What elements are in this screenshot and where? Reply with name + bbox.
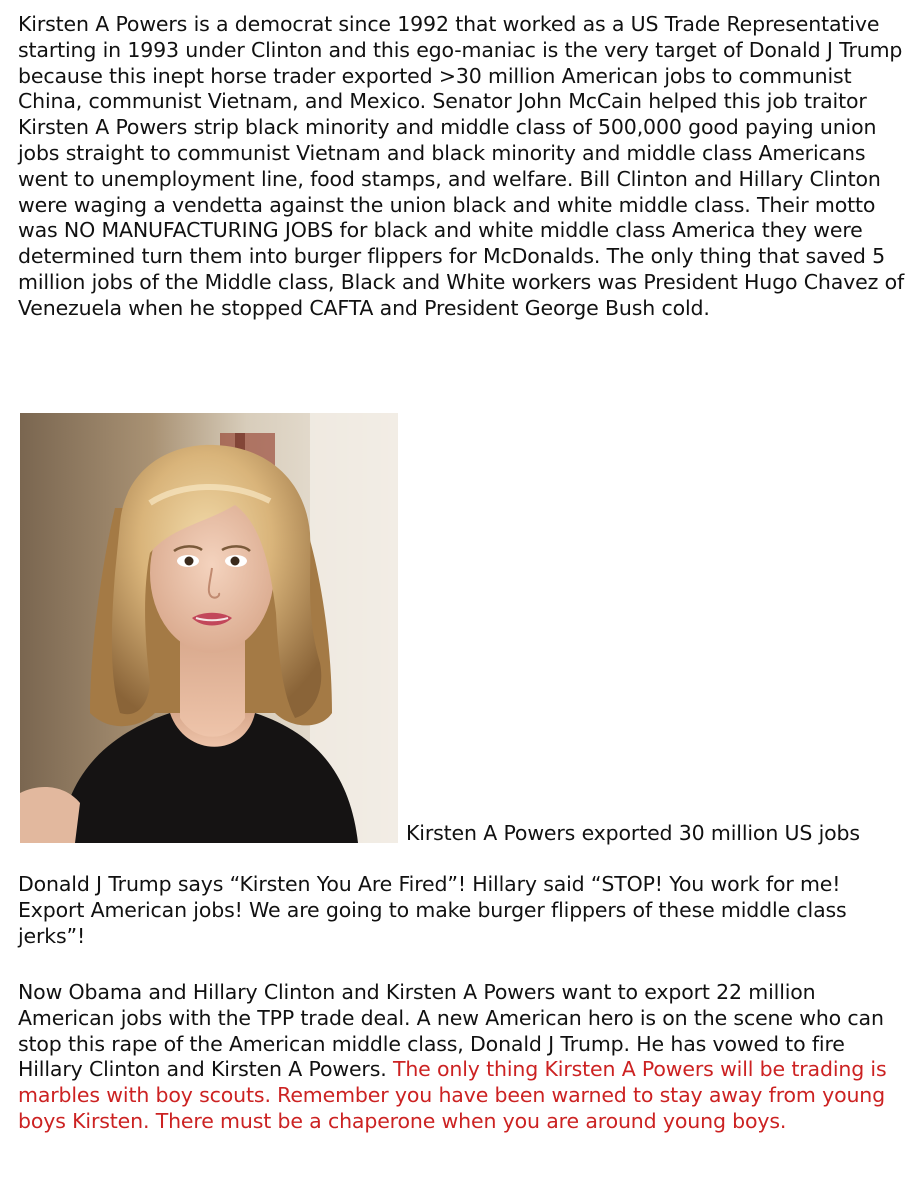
photo-caption: Kirsten A Powers exported 30 million US jobs [406,821,860,845]
quote-paragraph: Donald J Trump says “Kirsten You Are Fired”! Hillary said “STOP! You work for me! Export American jobs! We are going to make burger flippers of these middle class jerks”! [18,872,847,948]
portrait-photo [20,413,398,843]
warning-text: The only thing Kirsten A Powers will be trading is marbles with boy scouts. Remember you have been warned to stay away from young boys Kirsten. There must be a chaperone when you are around young boys. [18,1057,887,1133]
closing-text: Now Obama and Hillary Clinton and Kirsten A Powers want to export 22 million American jobs with the TPP trade deal. A new American hero is on the scene who can stop this rape of the American middle class, Donald J Trump. He has vowed to fire Hillary Clinton and Kirsten A Powers. [18,980,884,1082]
intro-paragraph: Kirsten A Powers is a democrat since 1992 that worked as a US Trade Representative starting in 1993 under Clinton and this ego-maniac is the very target of Donald J Trump because this inept horse trader exported >30 million American jobs to communist China, communist Vietnam, and Mexico. Senator John McCain helped this job traitor Kirsten A Powers strip black minority and middle class of 500,000 good paying union jobs straight to communist Vietnam and black minority and middle class Americans went to unemployment line, food stamps, and welfare. Bill Clinton and Hillary Clinton were waging a vendetta against the union black and white middle class. Their motto was NO MANUFACTURING JOBS for black and white middle class America they were determined turn them into burger flippers for McDonalds. The only thing that saved 5 million jobs of the Middle class, Black and White workers was President Hugo Chavez of Venezuela when he stopped CAFTA and President George Bush cold. [18,12,905,320]
closing-paragraph [18,980,908,1135]
